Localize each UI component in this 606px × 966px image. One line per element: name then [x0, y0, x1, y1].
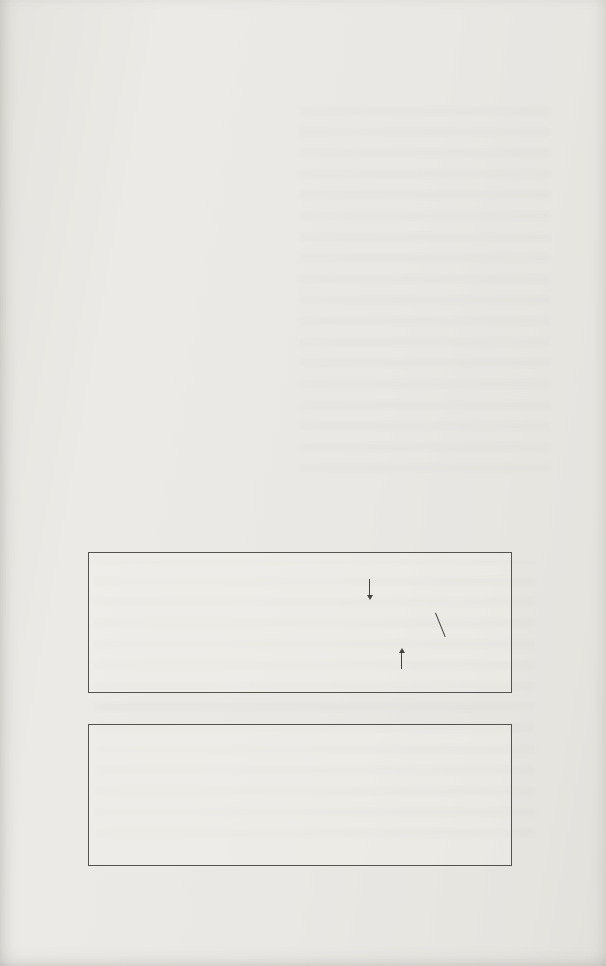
arrow-up-icon — [401, 653, 402, 669]
sp-composite-chart — [89, 553, 511, 692]
price-oscillator-panel — [88, 724, 512, 866]
arrow-up-icon — [399, 648, 405, 653]
price-oscillator-chart — [89, 725, 511, 865]
figure-caption — [65, 519, 78, 536]
body-text — [65, 84, 546, 520]
arrow-down-icon — [367, 595, 373, 600]
sp-composite-panel — [88, 552, 512, 693]
arrow-down-icon — [369, 579, 370, 595]
